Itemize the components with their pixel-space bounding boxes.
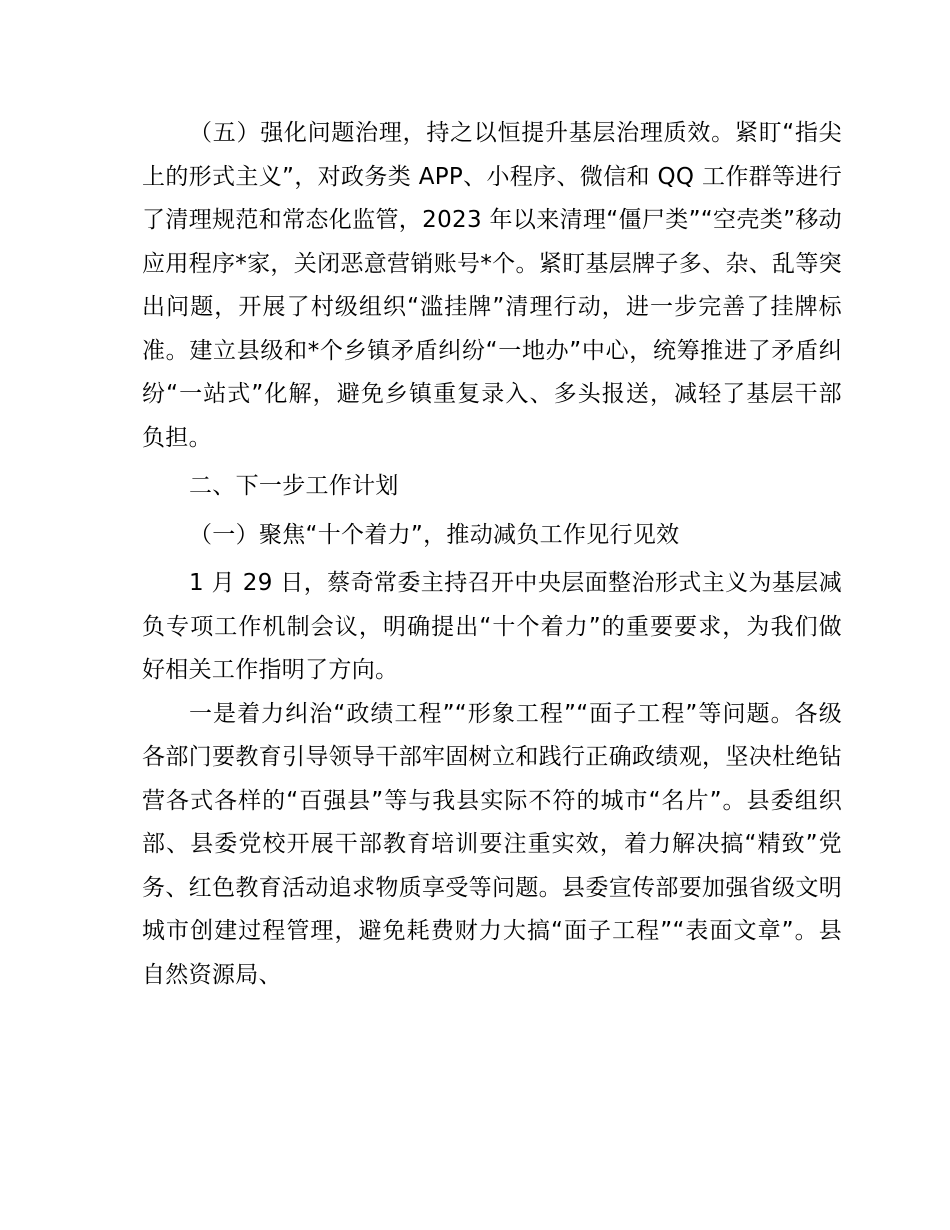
document-body [142,112,842,997]
subsection-heading-ten-focuses: （一）聚焦“十个着力”，推动减负工作见行见效 [189,521,680,548]
section-heading-next-steps: 二、下一步工作计划 [189,473,399,499]
paragraph-problem-governance: （五）强化问题治理，持之以恒提升基层治理质效。紧盯“指尖上的形式主义”，对政务类 APP、小程序、微信和 QQ 工作群等进行了清理规范和常态化监管，2023 年以来清理“僵尸类”“空壳类”移动应用程序*家，关闭恶意营销账号*个。紧盯基层牌子多、杂、乱等突出问题，开展了村级组织“滥挂牌”清理行动，进一步完善了挂牌标准。建立县级和*个乡镇矛盾纠纷“一地办”中心，统筹推进了矛盾纠纷“一站式”化解，避免乡镇重复录入、多头报送，减轻了基层干部负担。 [142,120,842,451]
paragraph-meeting: 1 月 29 日，蔡奇常委主持召开中央层面整治形式主义为基层减负专项工作机制会议，明确提出“十个着力”的重要要求，为我们做好相关工作指明了方向。 [142,570,842,683]
paragraph-first-focus: 一是着力纠治“政绩工程”“形象工程”“面子工程”等问题。各级各部门要教育引导领导干部牢固树立和践行正确政绩观，坚决杜绝钻营各式各样的“百强县”等与我县实际不符的城市“名片”。县委组织部、县委党校开展干部教育培训要注重实效，着力解决搞“精致”党务、红色教育活动追求物质享受等问题。县委宣传部要加强省级文明城市创建过程管理，避免耗费财力大搞“面子工程”“表面文章”。县自然资源局、 [142,700,842,988]
